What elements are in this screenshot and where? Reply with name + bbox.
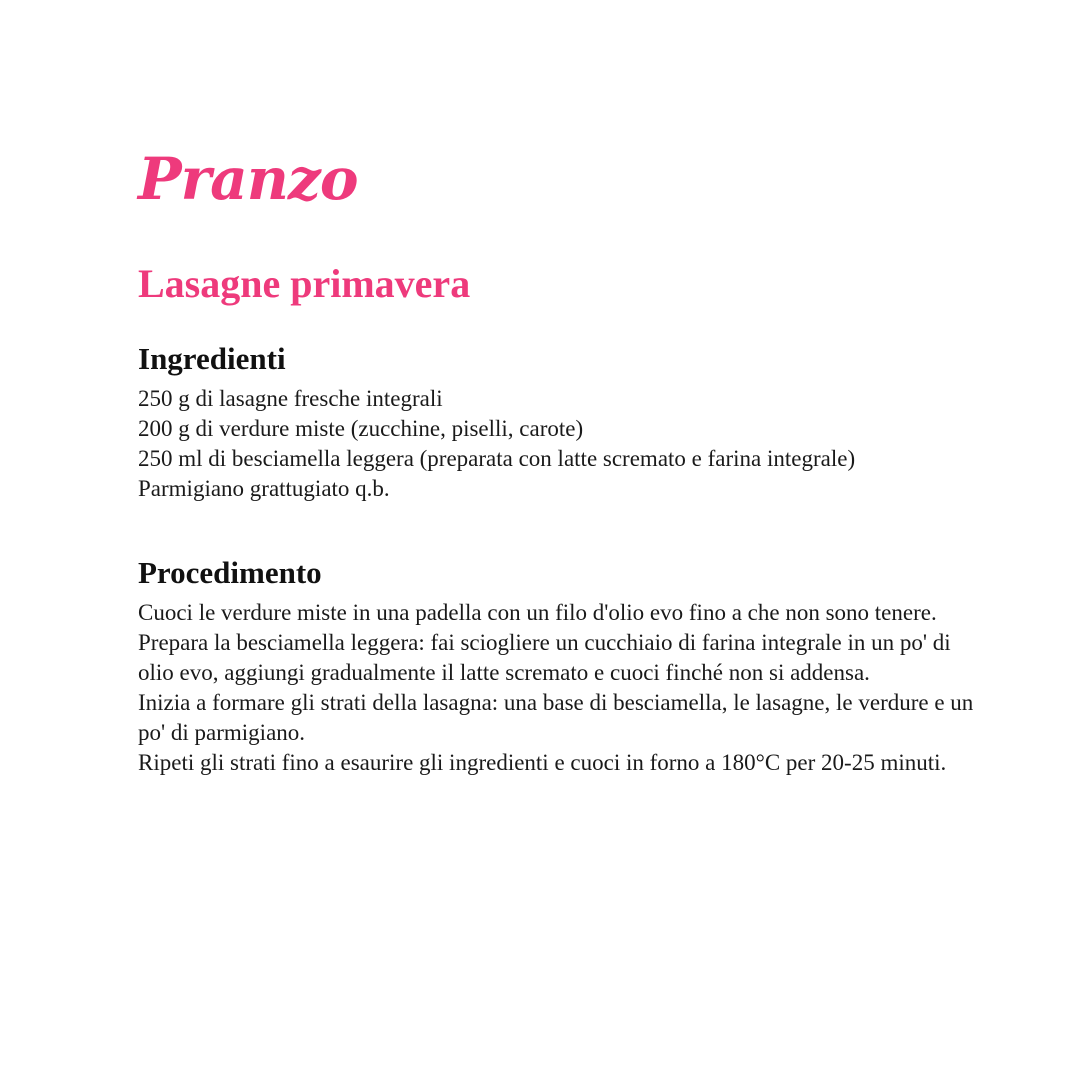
ingredient-item: 250 g di lasagne fresche integrali — [138, 386, 443, 411]
procedure-steps — [138, 598, 988, 778]
ingredients-list — [138, 384, 988, 504]
ingredients-heading: Ingredienti — [138, 341, 286, 376]
ingredient-item: 200 g di verdure miste (zucchine, piselli, carote) — [138, 416, 584, 441]
procedure-step: Ripeti gli strati fino a esaurire gli ingredienti e cuoci in forno a 180°C per 20-25 minuti. — [138, 750, 947, 775]
procedure-step: Cuoci le verdure miste in una padella con un filo d'olio evo fino a che non sono tenere. — [138, 600, 937, 625]
recipe-title: Lasagne primavera — [138, 261, 471, 306]
procedure-section — [138, 554, 988, 778]
category-title: Pranzo — [138, 145, 358, 213]
ingredient-item: 250 ml di besciamella leggera (preparata con latte scremato e farina integrale) — [138, 446, 856, 471]
ingredients-section — [138, 340, 988, 504]
ingredient-item: Parmigiano grattugiato q.b. — [138, 476, 390, 501]
procedure-step: Inizia a formare gli strati della lasagna: una base di besciamella, le lasagne, le verdure e un po' di parmigiano. — [138, 690, 974, 745]
procedure-heading: Procedimento — [138, 555, 322, 590]
procedure-step: Prepara la besciamella leggera: fai sciogliere un cucchiaio di farina integrale in un po' di olio evo, aggiungi gradualmente il latte scremato e cuoci finché non si addensa. — [138, 630, 951, 685]
